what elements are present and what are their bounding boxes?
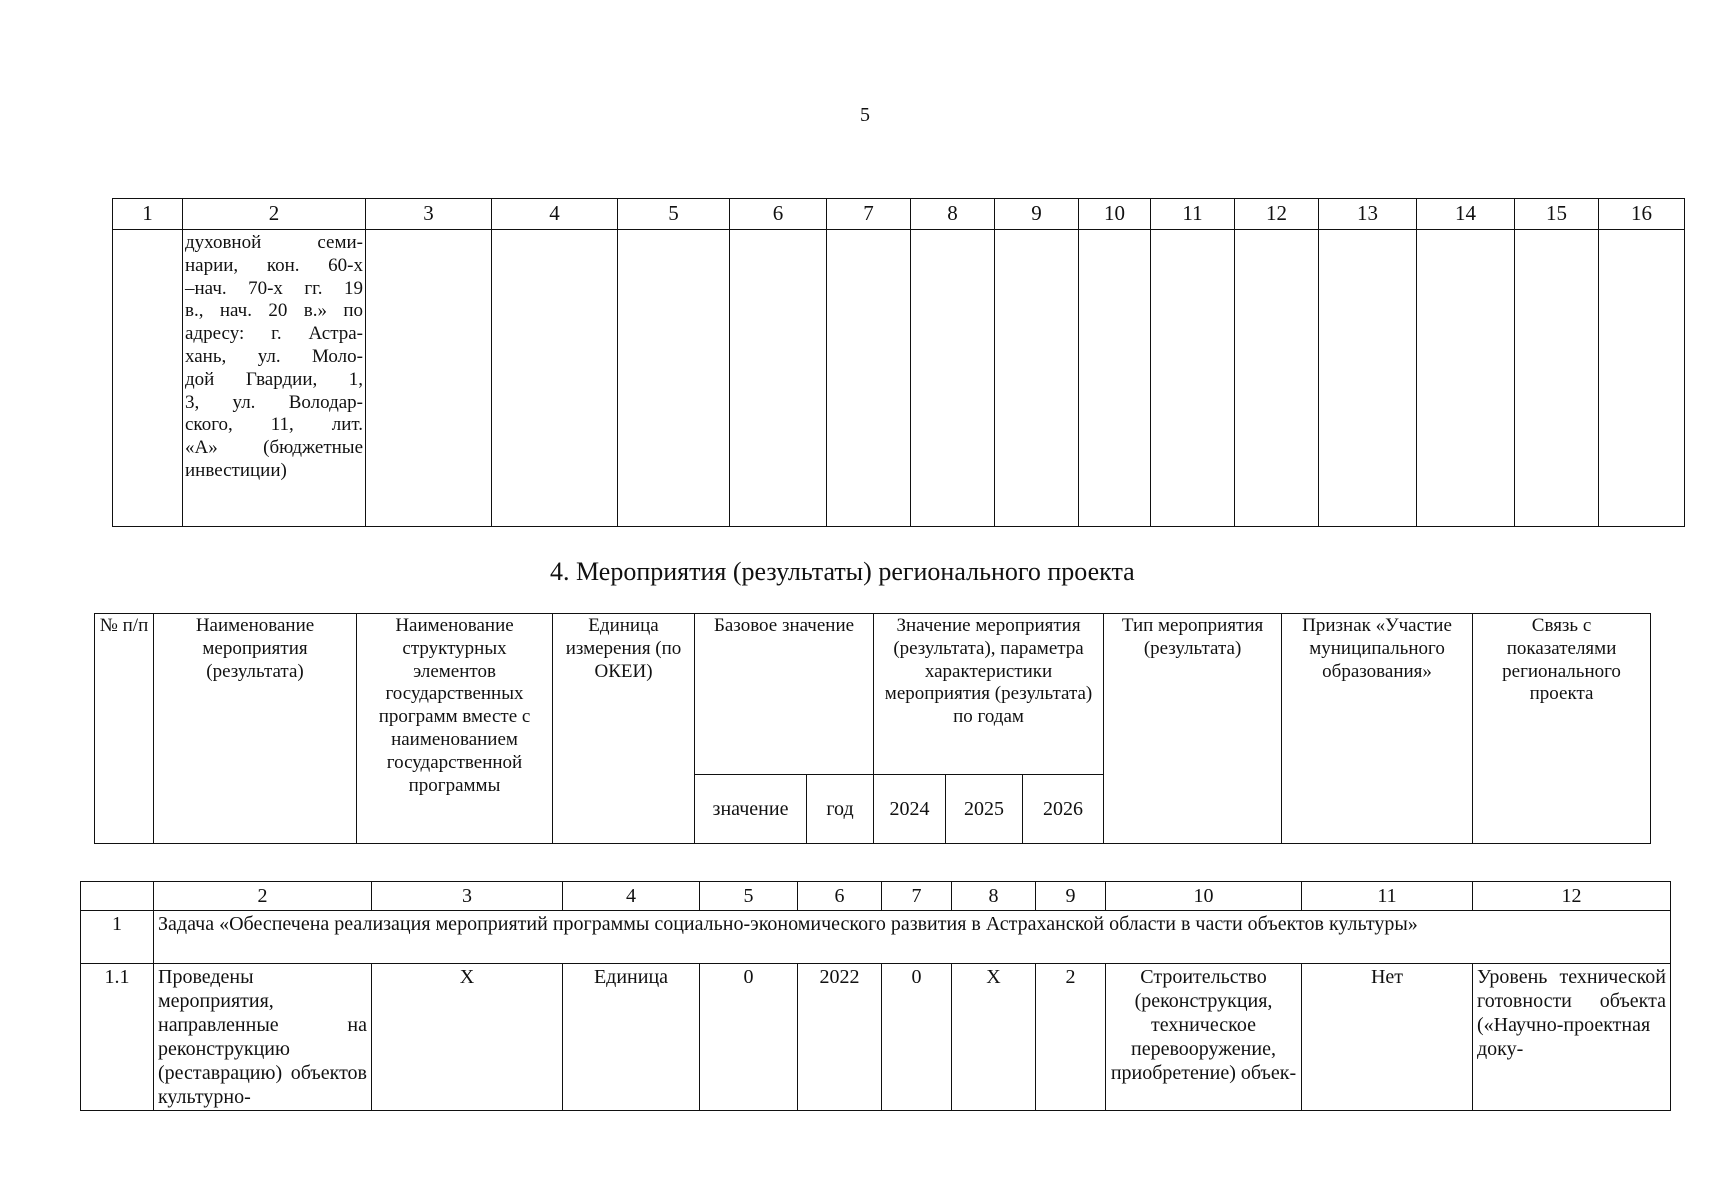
column-number [81, 882, 154, 911]
header-year-2025: 2025 [946, 775, 1023, 844]
event-link: Уровень технической готовности объекта («Научно-проектная доку- [1473, 964, 1671, 1111]
events-header-row [95, 614, 1651, 775]
cell-empty [1235, 230, 1319, 527]
column-number: 15 [1515, 199, 1599, 230]
task-row [81, 911, 1671, 964]
column-number: 7 [827, 199, 911, 230]
event-base-year: 2022 [798, 964, 882, 1111]
column-number: 7 [882, 882, 952, 911]
cell-empty [827, 230, 911, 527]
event-structural: Х [372, 964, 563, 1111]
column-number: 3 [372, 882, 563, 911]
event-2025: Х [952, 964, 1036, 1111]
page-number: 5 [860, 104, 870, 126]
column-number: 12 [1235, 199, 1319, 230]
continued-name-cell [183, 230, 366, 527]
column-number: 4 [563, 882, 700, 911]
event-num: 1.1 [81, 964, 154, 1111]
column-number: 11 [1302, 882, 1473, 911]
event-name: Проведены мероприятия, направленные на реконструкцию (реставрацию) объектов культурно- [154, 964, 372, 1111]
header-base-year: год [807, 775, 874, 844]
cell-empty [492, 230, 618, 527]
header-num: № п/п [95, 614, 154, 844]
header-base-value: значение [695, 775, 807, 844]
cell-empty [1599, 230, 1685, 527]
header-values: Значение мероприятия (результата), параметра характеристики мероприятия (результата) по годам [874, 614, 1104, 775]
event-2026: 2 [1036, 964, 1106, 1111]
cell-empty [1319, 230, 1417, 527]
column-number: 10 [1079, 199, 1151, 230]
event-type: Строительство (реконструкция, техническое перевооружение, приобретение) объек- [1106, 964, 1302, 1111]
column-number: 8 [952, 882, 1036, 911]
cell-empty [995, 230, 1079, 527]
events-body-table [80, 881, 1671, 1111]
column-number: 2 [154, 882, 372, 911]
name-line: –нач. 70-х гг. 19 [185, 277, 363, 299]
event-2024: 0 [882, 964, 952, 1111]
cell-empty [1417, 230, 1515, 527]
event-unit: Единица [563, 964, 700, 1111]
name-line: инвестиции) [185, 459, 287, 481]
event-row [81, 964, 1671, 1111]
column-number-row [81, 882, 1671, 911]
header-year-2024: 2024 [874, 775, 946, 844]
column-number-row [113, 199, 1685, 230]
cell-empty [1079, 230, 1151, 527]
column-number: 2 [183, 199, 366, 230]
name-line: в., нач. 20 в.» по [185, 300, 363, 322]
continued-table [112, 198, 1685, 527]
column-number: 5 [618, 199, 730, 230]
events-header-table [94, 613, 1651, 844]
section-heading: 4. Мероприятия (результаты) регионального проекта [550, 557, 1135, 586]
header-year-2026: 2026 [1023, 775, 1104, 844]
header-base: Базовое значение [695, 614, 874, 775]
column-number: 4 [492, 199, 618, 230]
task-num: 1 [81, 911, 154, 964]
cell-empty [1515, 230, 1599, 527]
cell-empty [113, 230, 183, 527]
column-number: 9 [1036, 882, 1106, 911]
cell-empty [618, 230, 730, 527]
column-number: 3 [366, 199, 492, 230]
header-unit: Единица измерения (по ОКЕИ) [553, 614, 695, 844]
column-number: 5 [700, 882, 798, 911]
cell-empty [366, 230, 492, 527]
event-base-value: 0 [700, 964, 798, 1111]
task-text: Задача «Обеспечена реализация мероприятий программы социально-экономического развития в Астраханской области в части объектов культуры» [154, 911, 1671, 964]
name-line: адресу: г. Астра- [185, 323, 363, 345]
column-number: 11 [1151, 199, 1235, 230]
column-number: 14 [1417, 199, 1515, 230]
header-name: Наименование мероприятия (результата) [154, 614, 357, 844]
column-number: 16 [1599, 199, 1685, 230]
cell-empty [911, 230, 995, 527]
event-municipal: Нет [1302, 964, 1473, 1111]
name-line: хань, ул. Моло- [185, 345, 363, 367]
header-link: Связь с показателями регионального проекта [1473, 614, 1651, 844]
column-number: 6 [798, 882, 882, 911]
name-line: 3, ул. Володар- [185, 391, 363, 413]
header-structural: Наименование структурных элементов государственных программ вместе с наименованием государственной программы [357, 614, 553, 844]
column-number: 8 [911, 199, 995, 230]
header-municipal: Признак «Участие муниципального образования» [1282, 614, 1473, 844]
column-number: 13 [1319, 199, 1417, 230]
name-line: ского, 11, лит. [185, 414, 363, 436]
column-number: 10 [1106, 882, 1302, 911]
name-line: дой Гвардии, 1, [185, 368, 363, 390]
column-number: 6 [730, 199, 827, 230]
cell-empty [730, 230, 827, 527]
name-line: «А» (бюджетные [185, 437, 363, 459]
column-number: 9 [995, 199, 1079, 230]
header-type: Тип мероприятия (результата) [1104, 614, 1282, 844]
column-number: 12 [1473, 882, 1671, 911]
column-number: 1 [113, 199, 183, 230]
cell-empty [1151, 230, 1235, 527]
continued-row [113, 230, 1685, 527]
name-line: духовной семи- [185, 232, 363, 253]
name-line: нарии, кон. 60-х [185, 254, 363, 276]
